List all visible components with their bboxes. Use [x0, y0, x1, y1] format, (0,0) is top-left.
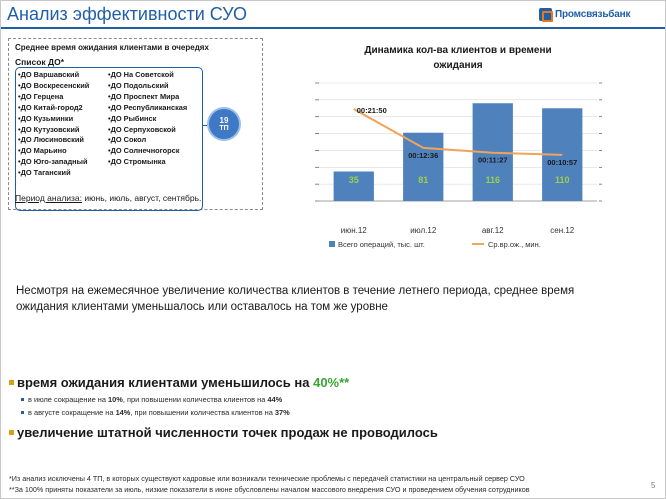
bar-value-label: 110 [554, 175, 570, 185]
wait-time-line [354, 109, 563, 155]
wait-time-label: 00:11:27 [477, 155, 508, 165]
sub-bullet-text: в июле сокращение на [28, 395, 109, 404]
legend-bar-label: Всего операций, тыс. шт. [338, 240, 425, 249]
legend-line-label: Ср.вр.ож., мин. [488, 240, 541, 249]
bullet-wait-value: 40%** [313, 375, 350, 390]
footnote-1: *Из анализ исключены 4 ТП, в которых существуют кадровые или возникали технические проблемы с передачей статистики на центральный сервер СУО [9, 474, 525, 483]
sub-bullet-marker [21, 398, 24, 401]
sub-bullet-text: , при повышении количества клиентов на [130, 408, 275, 417]
list-item: •ДО Варшавский [18, 70, 80, 79]
list-item: •ДО Проспект Мира [108, 91, 180, 101]
x-tick-label: сен.12 [550, 226, 575, 235]
list-item: •ДО Стромынка [108, 157, 166, 167]
footnote-2: **За 100% приняты показатели за июль, низкие показатели в июне обусловлены началом массового внедрения СУО и проведением обучения сотрудников [9, 485, 530, 494]
list-item: •ДО Серпуховской [108, 124, 176, 134]
wait-time-label: 00:12:36 [408, 150, 439, 160]
sub-bullet-value: 10% [108, 395, 123, 404]
bullet-wait-reduction [9, 375, 349, 390]
list-item: •ДО Кузьминки [18, 113, 74, 123]
list-item: •ДО Юго-западный [18, 157, 88, 167]
wait-time-label: 00:21:50 [356, 106, 387, 116]
list-item: •ДО Кутузовский [18, 124, 80, 134]
sub-bullet-text: , при повышении количества клиентов на [122, 395, 268, 404]
list-item: •ДО На Советской [108, 70, 174, 79]
sub-bullet-august [21, 408, 290, 417]
list-item: •ДО Люсиновский [18, 135, 84, 145]
bar-value-label: 81 [418, 175, 429, 185]
analysis-period-value: июнь, июль, август, сентябрь. [82, 193, 202, 203]
chart-title-line-2: ожидания [433, 60, 483, 71]
office-count-unit: ТП [219, 125, 229, 132]
list-item: •ДО Солнечногорск [108, 146, 180, 156]
sub-bullet-value: 44% [267, 395, 283, 404]
list-item: •ДО Рыбинск [108, 113, 157, 123]
list-item: •ДО Подольский [108, 80, 169, 90]
list-item: •ДО Сокол [108, 135, 147, 145]
sub-bullet-value: 37% [274, 408, 290, 417]
analysis-period-label: Период анализа: [15, 193, 83, 203]
x-tick-label: июн.12 [340, 226, 367, 235]
sub-bullet-marker [21, 411, 24, 414]
bar-value-label: 116 [485, 175, 501, 185]
sub-bullet-text: в августе сокращение на [28, 408, 116, 417]
bar-value-label: 35 [348, 175, 359, 185]
list-item: •ДО Таганский [18, 168, 71, 178]
wait-time-label: 00:10:57 [547, 157, 578, 167]
list-item: •ДО Марьино [18, 146, 67, 156]
bank-logo-text: Промсвязьбанк [555, 9, 631, 20]
list-item: •ДО Республиканская [108, 102, 188, 112]
chart-title-line-1: Динамика кол-ва клиентов и времени [364, 45, 552, 56]
office-count-value: 19 [219, 116, 229, 125]
bullet-marker [9, 430, 14, 435]
x-tick-label: июл.12 [410, 226, 437, 235]
list-item: •ДО Воскресенский [18, 80, 90, 90]
sub-bullet-july [21, 395, 282, 404]
bullet-staffing-text: увеличение штатной численности точек продаж не проводилось [17, 425, 438, 440]
x-tick-label: авг.12 [481, 226, 504, 235]
bullet-staffing [9, 425, 438, 440]
page-title: Анализ эффективности СУО [7, 4, 248, 24]
sub-bullet-value: 14% [115, 408, 131, 417]
summary-text: Несмотря на ежемесячное увеличение количества клиентов в течение летнего периода, среднее время ожидания клиентами уменьшалось или оставалось на том же уровне [16, 285, 575, 313]
bullet-marker [9, 380, 14, 385]
bar-июл.12 [403, 133, 443, 201]
list-item: •ДО Герцена [18, 91, 64, 101]
offices-list-heading: Список ДО* [15, 57, 65, 67]
list-item: •ДО Китай-город2 [18, 102, 83, 112]
page-number: 5 [651, 481, 656, 490]
legend-bar-swatch [329, 241, 335, 247]
offices-heading: Среднее время ожидания клиентами в очередях [15, 43, 209, 52]
bullet-wait-text: время ожидания клиентами уменьшилось на [17, 375, 314, 390]
